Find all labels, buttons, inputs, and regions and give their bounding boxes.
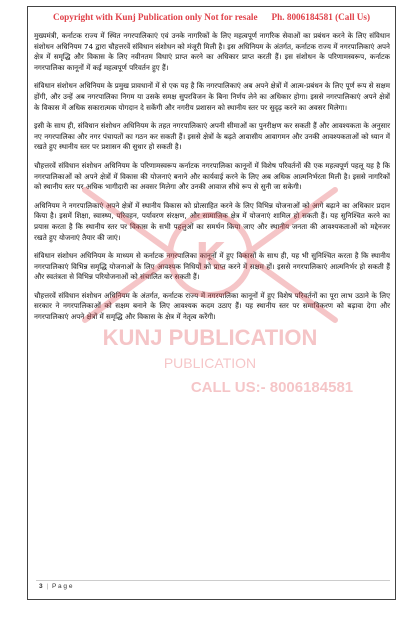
paragraph: संविधान संशोधन अधिनियम के प्रमुख प्रावधानों में से एक यह है कि नगरपालिकाएं अब अपने क्षेत्रों में आत्म-प्रबंधन के लिए पूर्ण रूप से सक्षम होंगी, और उन्हें अब नगरपालिका निगम या उसके समक्ष सुपरविजन के बिना निर्णय लेने का अधिकार होगा। इससे नगरपालिकाएं अपने क्षेत्रों के विकास में अधिक सकारात्मक योगदान दे सकेंगी और नगरीय प्रशासन को स्थानीय स्तर पर सुदृढ़ करने का अवसर मिलेगा। [34, 81, 390, 112]
header-phone: Ph. 8006184581 (Call Us) [271, 12, 371, 22]
footer-separator: | [46, 583, 49, 590]
watermark-brand: KUNJ PUBLICATION [102, 325, 318, 350]
document-body [34, 31, 390, 331]
header-copyright: Copyright with Kunj Publication only Not for resale [52, 12, 258, 22]
watermark-tagline: PUBLICATION [163, 355, 257, 371]
page-label: P a g e [51, 583, 73, 590]
document-page [27, 6, 396, 600]
watermark-phone: CALL US:- 8006184581 [190, 379, 354, 396]
paragraph: चौहत्तरवें संविधान संशोधन अधिनियम के अंतर्गत, कर्नाटक राज्य में नगरपालिका कानूनों में हुए विशेष परिवर्तनों का पूरा लाभ उठाने के लिए सरकार ने नगरपालिकाओं को सक्षम बनाने के लिए आवश्यक कदम उठाए हैं। यह स्थानीय स्तर पर समाविकरण को बढ़ावा देगा और नगरपालिकाएं अपने क्षेत्रों में समृद्धि और विकास के क्षेत्र में नेतृत्व करेंगी। [34, 290, 390, 322]
paragraph: संविधान संशोधन अधिनियम के माध्यम से कर्नाटक नगरपालिका कानूनों में हुए विकासों के साथ ही, यह भी सुनिश्चित करता है कि स्थानीय नगरपालिकाएं विभिन्न समृद्धि योजनाओं के लिए आवश्यक निधियों को प्राप्त करने में सक्षम हों। इससे नगरपालिकाएं आत्मनिर्भर हो सकती हैं और स्वतंत्रता से विभिन्न परियोजनाओं को संचालित कर सकती हैं। [34, 251, 391, 282]
footer-divider [36, 580, 390, 581]
paragraph: अधिनियम ने नगरपालिकाएं अपने क्षेत्रों में स्थानीय विकास को प्रोत्साहित करने के लिए विभिन्न योजनाओं को आगे बढ़ाने का अधिकार प्रदान किया है। इसमें शिक्षा, स्वास्थ्य, परिवहन, पर्यावरण संरक्षण, और सामाजिक क्षेत्र में योजनाएं शामिल हो सकती हैं। यह सुनिश्चित करने का प्रयास करता है कि स्थानीय स्तर पर विकास के सभी पहलुओं का समर्थन किया जाए और स्थानीय जनता की आवश्यकताओं को मद्देनजर रखते हुए योजनाएं तैयार की जाएं। [34, 200, 390, 242]
paragraph: इसी के साथ ही, संविधान संशोधन अधिनियम के तहत नगरपालिकाएं अपनी सीमाओं का पुनरीक्षण कर सकती हैं और आवश्यकता के अनुसार नए नगरपालिका और नगर पंचायतों का गठन कर सकती हैं। इससे क्षेत्रों के बढ़ते आवासीय आवागमन और उनकी आवश्यकताओं को ध्यान में रखते हुए स्थानीय स्तर पर प्रशासन की सुधार हो सकती है। [34, 121, 390, 152]
page-header [28, 12, 395, 22]
paragraph: मुख्यमंत्री, कर्नाटक राज्य में स्थित नगरपालिकाएं एवं उनके नागरिकों के लिए महत्वपूर्ण नागरिक सेवाओं का प्रबंधन करने के लिए संविधान संशोधन अधिनियम 74 द्वारा चौहत्तरवें संविधान संशोधन को मंजूरी मिली है। इस अधिनियम के अंतर्गत, कर्नाटक राज्य में नगरपालिकाएं अपने क्षेत्र में समृद्धि और विकास के लिए नवीनतम विधाएं प्राप्त करने का अधिकार प्राप्त करती हैं। इस संशोधन के परिणामस्वरूप, कर्नाटक नगरपालिका कानूनों में कई महत्वपूर्ण परिवर्तन हुए हैं। [34, 31, 390, 72]
watermark-k: K [195, 235, 225, 279]
page-number: 3 [39, 583, 43, 590]
page-footer [39, 583, 72, 590]
paragraph: चौहत्तरवें संविधान संशोधन अधिनियम के परिणामस्वरूप कर्नाटक नगरपालिका कानूनों में विशेष परिवर्तनों की एक महत्वपूर्ण पहलू यह है कि नगरपालिकाओं को अपने क्षेत्रों में विकास की योजनाएं बनाने और कार्यवाई करने के लिए अब अधिक आत्मनिर्भरता मिली है। इससे नागरिकों को स्थानीय स्तर पर अधिक भागीदारी का अवसर मिलेगा और उनकी आवाज सीधे रूप से सुनी जा सकेगी। [34, 160, 390, 192]
